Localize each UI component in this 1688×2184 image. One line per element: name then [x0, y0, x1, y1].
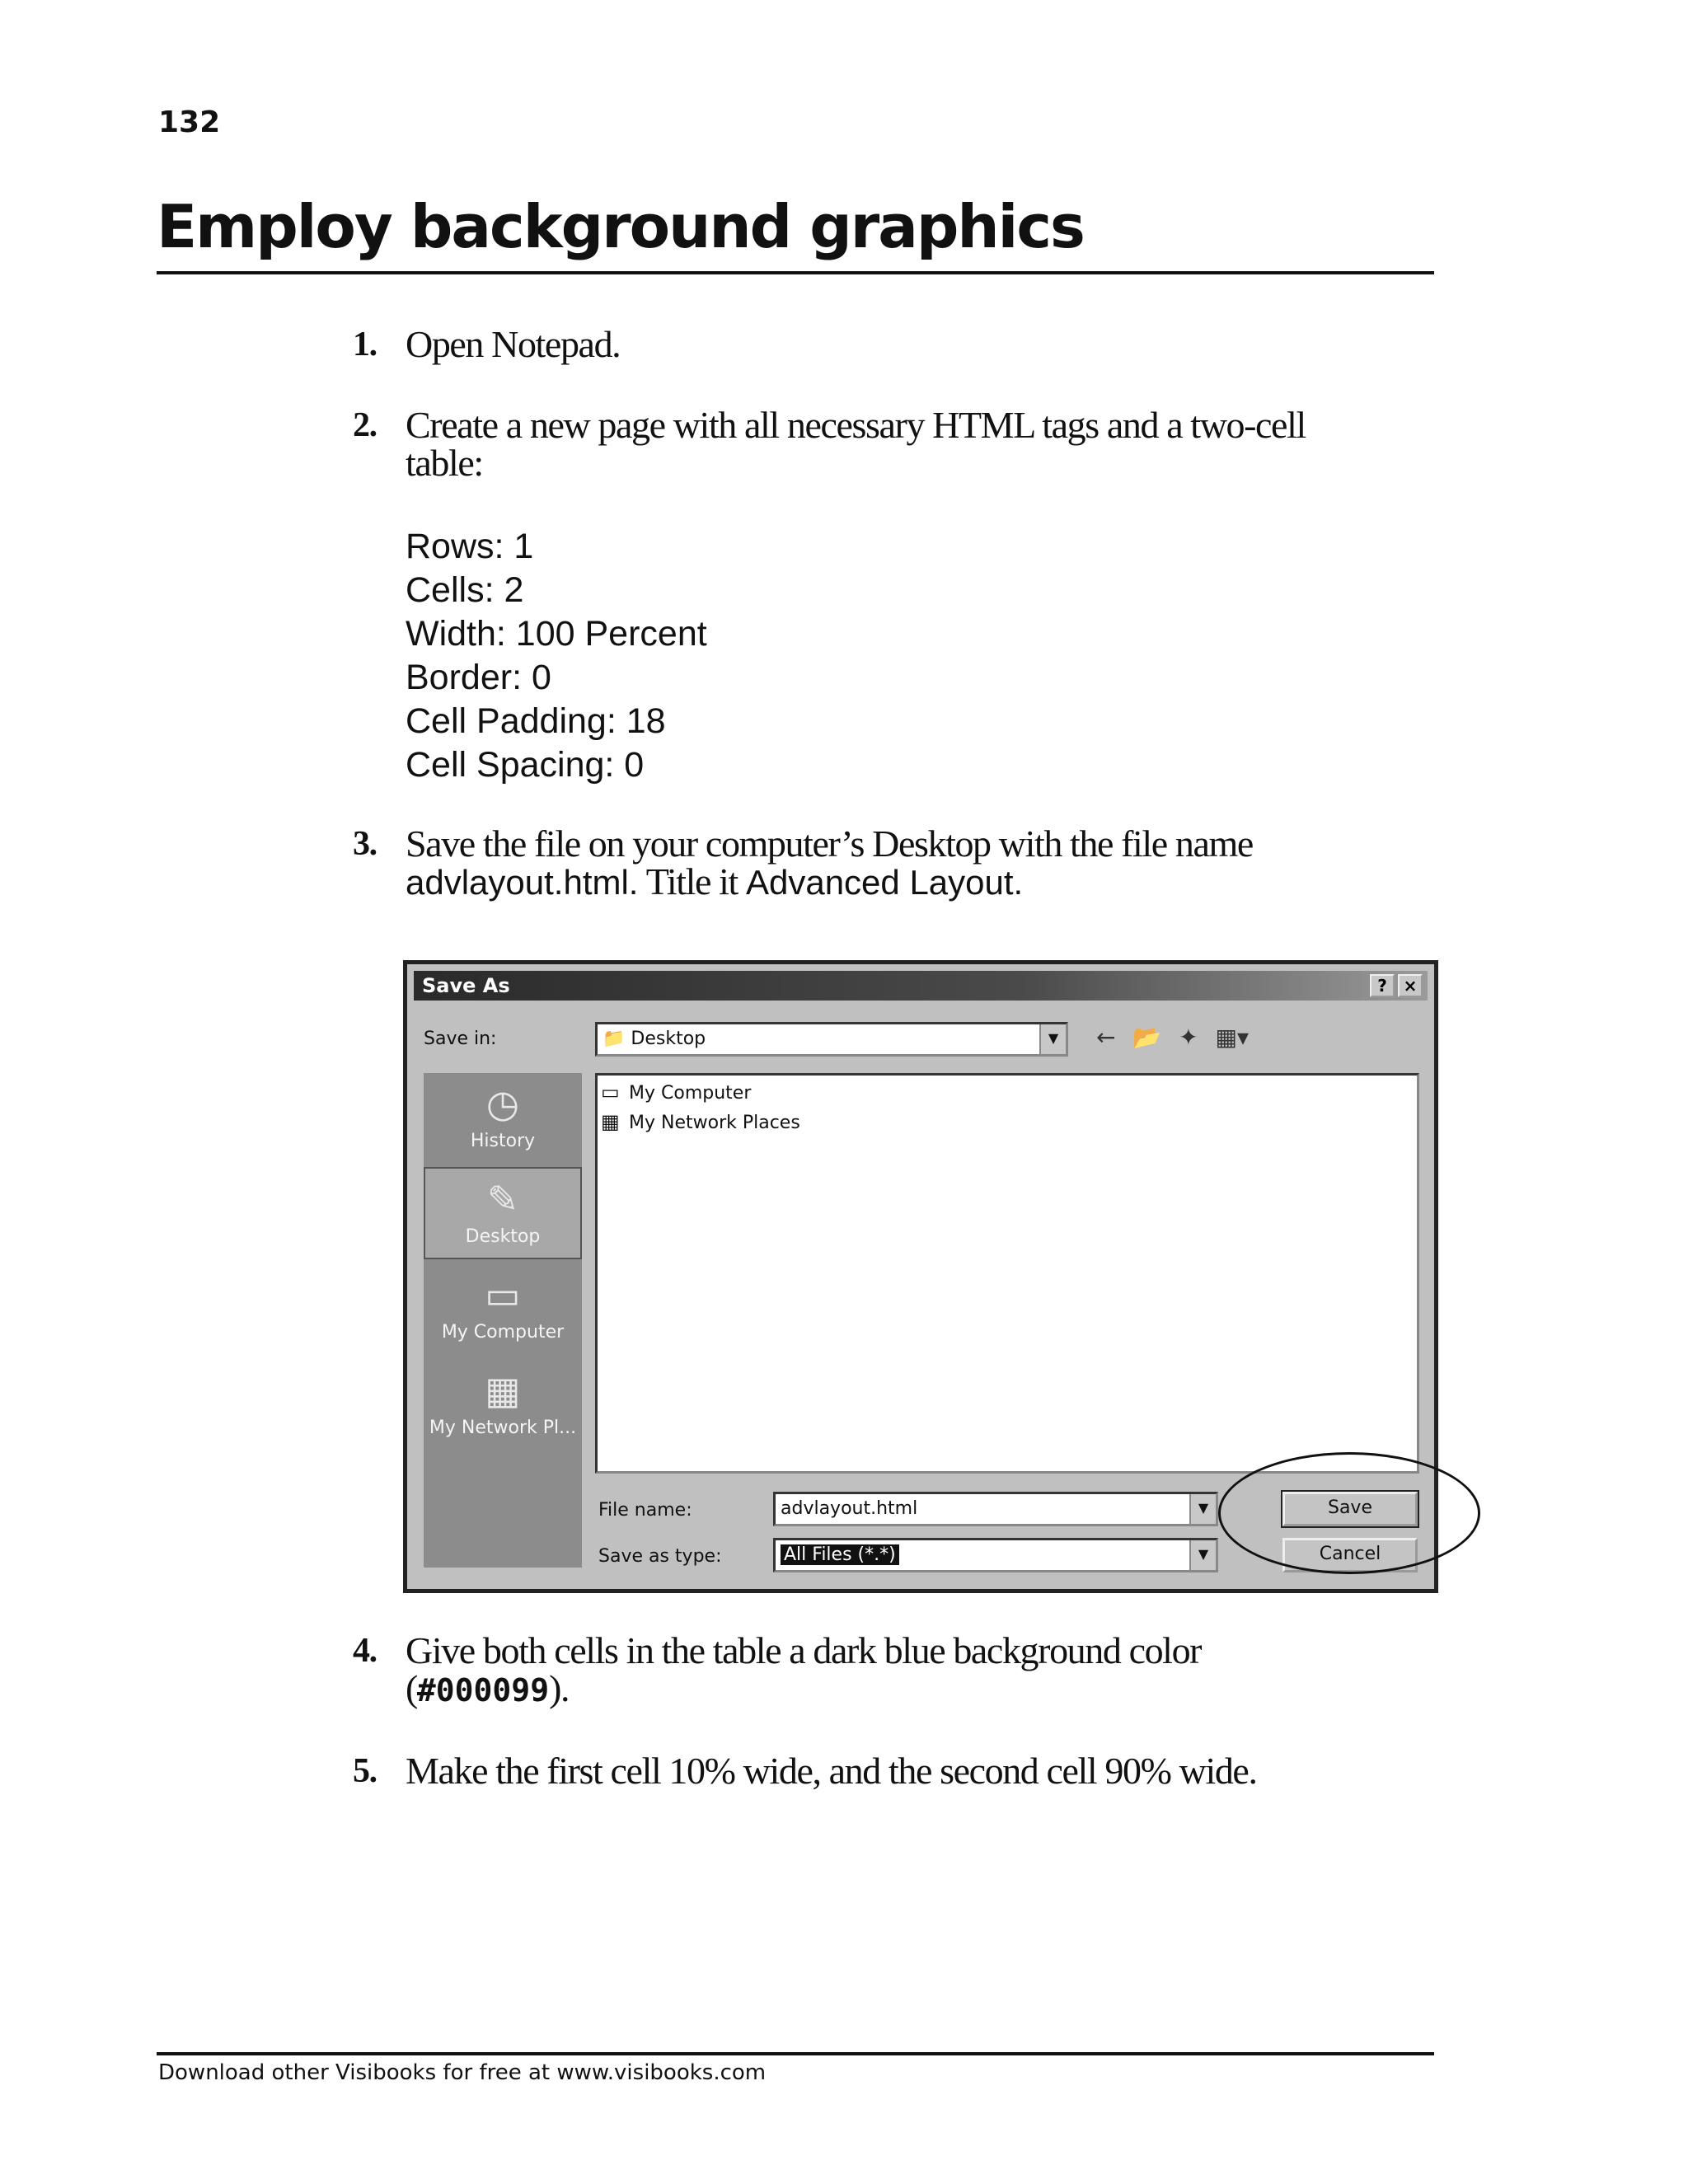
step-1 — [353, 323, 1424, 365]
view-menu-icon[interactable]: ▦▾ — [1215, 1024, 1250, 1051]
save-in-dropdown[interactable] — [595, 1022, 1068, 1057]
history-icon: ◷ — [485, 1081, 520, 1126]
page-title: Employ background graphics — [157, 192, 1084, 261]
save-type-dropdown[interactable] — [773, 1538, 1218, 1572]
help-button[interactable]: ? — [1370, 974, 1395, 997]
steps-list — [353, 323, 1424, 902]
list-item[interactable] — [601, 1110, 800, 1133]
computer-icon: ▭ — [601, 1080, 620, 1104]
dialog-title: Save As — [422, 974, 510, 997]
chevron-down-icon[interactable]: ▼ — [1189, 1494, 1216, 1524]
close-button[interactable]: × — [1398, 974, 1423, 997]
heading-rule — [157, 271, 1434, 274]
step-2 — [353, 406, 1424, 787]
highlight-circle — [1218, 1452, 1480, 1574]
step-text: Give both cells in the table a dark blue background color — [406, 1629, 1202, 1671]
step-text: Create a new page with all necessary HTML tags and a two-cell — [406, 404, 1306, 446]
color-code: #000099 — [416, 1672, 550, 1708]
my-computer-icon: ▭ — [485, 1272, 521, 1317]
back-icon[interactable]: ← — [1096, 1024, 1116, 1051]
setting-cell-spacing: Cell Spacing: 0 — [406, 745, 645, 785]
save-in-label: Save in: — [424, 1029, 497, 1049]
network-icon: ▦ — [601, 1110, 620, 1133]
step-number: 1. — [353, 326, 377, 363]
step-text: table: — [406, 442, 483, 484]
dialog-titlebar — [414, 971, 1428, 1001]
step-text-line — [406, 860, 1424, 902]
list-item[interactable] — [601, 1080, 751, 1104]
save-type-value: All Files (*.*) — [781, 1544, 899, 1565]
title-text: Advanced Layout. — [745, 863, 1024, 902]
setting-cells: Cells: 2 — [406, 570, 524, 610]
step-3 — [353, 825, 1424, 902]
setting-rows: Rows: 1 — [406, 527, 534, 566]
place-desktop[interactable] — [424, 1167, 582, 1259]
paren: ). — [549, 1667, 570, 1709]
place-label: My Network Pl... — [429, 1418, 577, 1438]
footer-rule — [157, 2052, 1434, 2055]
file-name-input[interactable] — [773, 1492, 1218, 1526]
paren: ( — [406, 1667, 417, 1709]
place-network[interactable] — [424, 1360, 582, 1452]
chevron-down-icon[interactable]: ▼ — [1039, 1024, 1066, 1054]
save-type-label: Save as type: — [598, 1546, 722, 1567]
place-history[interactable] — [424, 1073, 582, 1165]
place-label: My Computer — [441, 1322, 565, 1343]
step-number: 2. — [353, 406, 377, 444]
step-5 — [353, 1752, 1424, 1790]
setting-cell-padding: Cell Padding: 18 — [406, 701, 666, 741]
folder-icon: 📁 — [603, 1029, 631, 1049]
step-number: 4. — [353, 1632, 377, 1670]
file-name-label: File name: — [598, 1500, 692, 1521]
step-text: Open Notepad. — [406, 323, 621, 365]
table-settings — [406, 525, 1424, 787]
places-bar — [424, 1073, 582, 1568]
step-text-line — [406, 1667, 1424, 1709]
chevron-down-icon[interactable]: ▼ — [1189, 1540, 1216, 1570]
step-number: 5. — [353, 1752, 377, 1790]
file-label: My Computer — [629, 1083, 752, 1104]
steps-list-continued — [353, 1629, 1424, 1792]
setting-border: Border: 0 — [406, 658, 551, 697]
desktop-icon: ✎ — [486, 1177, 519, 1221]
footer-text: Download other Visibooks for free at www.visibooks.com — [158, 2060, 767, 2085]
new-folder-icon[interactable]: ✦ — [1179, 1024, 1198, 1051]
place-label: Desktop — [465, 1226, 541, 1247]
step-4 — [353, 1629, 1424, 1709]
network-places-icon: ▦ — [485, 1368, 521, 1413]
up-folder-icon[interactable]: 📂 — [1132, 1024, 1162, 1051]
cancel-button[interactable]: Cancel — [1282, 1538, 1418, 1572]
save-button[interactable]: Save — [1282, 1492, 1418, 1526]
file-name-value: advlayout.html — [781, 1498, 918, 1519]
page-number: 132 — [158, 105, 221, 139]
step-text: Save the file on your computer’s Desktop with the file name — [406, 823, 1253, 865]
step-text: Make the first cell 10% wide, and the second cell 90% wide. — [406, 1750, 1257, 1792]
setting-width: Width: 100 Percent — [406, 614, 707, 654]
step-text: Title it — [638, 860, 746, 902]
file-label: My Network Places — [629, 1113, 800, 1133]
filename-text: advlayout.html. — [406, 863, 639, 902]
place-my-computer[interactable] — [424, 1264, 582, 1357]
file-list[interactable] — [595, 1073, 1419, 1474]
toolbar — [1096, 1024, 1249, 1051]
place-label: History — [470, 1131, 536, 1151]
save-in-value: Desktop — [631, 1029, 706, 1049]
step-number: 3. — [353, 825, 377, 863]
